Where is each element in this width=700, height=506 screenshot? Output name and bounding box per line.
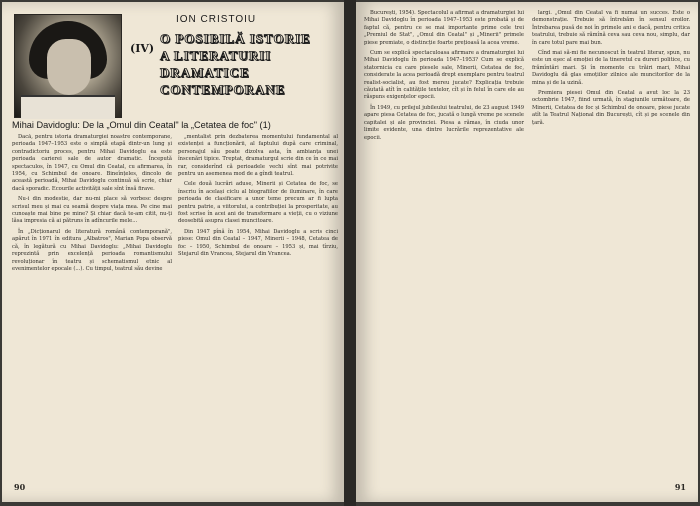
article-subtitle: Mihai Davidoglu: De la „Omul din Ceatal" la „Cetatea de foc" (1) [12, 120, 271, 130]
paragraph: În 1949, cu prilejul jubileului teatrului, de 23 august 1949 apare piesa Cetatea de foc, jucată o lungă vreme pe scenele capitalei și ale provinciei. Piesa a rămas, în ciuda unor limite evidente, una dintre lucrările reprezentative ale epocii. [364, 104, 524, 141]
text-column-left-1 [12, 134, 172, 476]
article-title [160, 30, 340, 98]
left-page [2, 2, 344, 502]
paragraph: București, 1954). Spectacolul a afirmat a dramaturgiei lui Mihai Davidoglu în perioada 1947–1953 este probată și de faptul că, pentru ce se mai importante prime cele trei „Premiul de Stat", „Omul din Ceatal" și „Minerii" primele piese premiate, o distincție foarte prețioasă la acea vreme. [364, 10, 524, 46]
text-column-right-2 [532, 10, 690, 476]
paragraph: În „Dicționarul de literatură română contemporană", apărut în 1971 în editura „Albatros", Marian Popa observă că, în legătură cu Mihai Davidoglu: „Mihai Davidoglu reprezintă prin excelență perioada romantismului revoluționar în teatru și schematismul etnic al evenimentelor epocale (...). Cu timpul, teatrul său devine [12, 228, 172, 272]
text-column-right-1 [364, 10, 524, 476]
book-spine [344, 0, 356, 506]
paragraph: „mentalist prin dezbaterea momentului fundamental al existenței a funcționării, al faptului după care criminal, personajul său poate dizolva asta, în ambianța unei înscenări tipice. Treptat, dramaturgul scrie din ce în ce mai rar, considerînd că perioadele vechi sînt mai potrivite pentru un asemenea mod de a gîndi teatrul. [178, 134, 338, 178]
title-line: O POSIBILĂ ISTORIE [160, 31, 311, 46]
author-name: ION CRISTOIU [176, 14, 257, 25]
paragraph: Cum se explică spectaculoasa afirmare a dramaturgiei lui Mihai Davidoglu în perioada 1947–1953? Cum se explică statornicia cu care piesele sale, Minerii, Cetatea de foc, considerate la acea perioadă drept exemplare pentru teatrul realist-socialist, au fost mereu jucate? Explicația trebuie căutată atît în calitățile textelor, cît și în felul în care ele au răspuns exigențelor epocii. [364, 50, 524, 101]
title-line: DRAMATICE [160, 65, 250, 80]
page-number: 90 [14, 482, 26, 492]
paragraph: Cele două lucrări aduse, Minerii și Cetatea de foc, se înscriu în același ciclu al biografiilor de iluminare, în care perioada de clasificare a unor teme precum ar fi lupta pentru patrie, a viitorului, a contribuției la prosperitate, au fost scrise în acei ani de transformare a vieții, cu o viziune deosebită asupra clasei muncitoare. [178, 181, 338, 225]
page-number: 91 [674, 482, 686, 492]
series-label: (IV) [130, 42, 155, 55]
paragraph: Cînd mai să-mi fie necunoscut în teatrul literar, spun, nu este un eșec al emoției de la tineretul cu dureri politice, cu frămîntări mari. Și în momente cu trăiri mari, Mihai Davidoglu dă glas emoțiilor zilnice ale muncitorilor de la mina și de la uzină. [532, 50, 690, 86]
paragraph: Din 1947 pînă în 1954, Mihai Davidoglu a scris cinci piese: Omul din Ceatal – 1947, Minerii – 1948, Cetatea de foc – 1950, Schimbul de onoare – 1953 și, mai tîrziu, Stejarul din Vrancea, Stejarul din Vrancea. [178, 228, 338, 258]
title-line: CONTEMPORANE [160, 82, 286, 97]
right-page [356, 2, 698, 502]
text-column-left-2 [178, 134, 338, 476]
paragraph: Dacă, pentru istoria dramaturgiei noastre contemporane, perioada 1947–1953 este o simplă etapă dintr-un lung și contradictoriu proces, pentru Mihai Davidoglu ea este perioada carierei sale de autor dramatic. Începută spectaculos, în 1947, cu Omul din Ceatal, cu afirmarea, în 1954, cu Schimbul de onoare. Bineînțeles, dincolo de această perioadă, Mihai Davidoglu continuă să scrie, chiar dacă sporadic. Ecourile activității sale sînt însă firave. [12, 134, 172, 192]
paragraph: Nu-i din modestie, dar nu-mi place să vorbesc despre scrisul meu și mai cu seamă despre viața mea. Pe cine mai cunoaște mai bine pe mine? Și chiar dacă te-am citit, nu-ți lăsa impresia că ai pătruns în adîncurile mele... [12, 196, 172, 225]
paragraph: largi. „Omul din Ceatal va fi numai un succes. Este o demonstrație. Trebuie să întrebăm în sensul eroilor. Întrebarea pusă de noi în primele ani e dacă, pentru critica teatrului, trebuie să rămînă ceva sau ceva nou, simplu, dar în care totul pare mai bun. [532, 10, 690, 46]
author-portrait [14, 14, 122, 118]
paragraph: Premiera piesei Omul din Ceatal a avut loc la 23 octombrie 1947, fiind urmată, în stagiunile următoare, de Minerii, Cetatea de foc și Schimbul de onoare, piese jucate atît la Teatrul Național din București, cît și pe scenele din țară. [532, 90, 690, 126]
title-line: A LITERATURII [160, 48, 272, 63]
